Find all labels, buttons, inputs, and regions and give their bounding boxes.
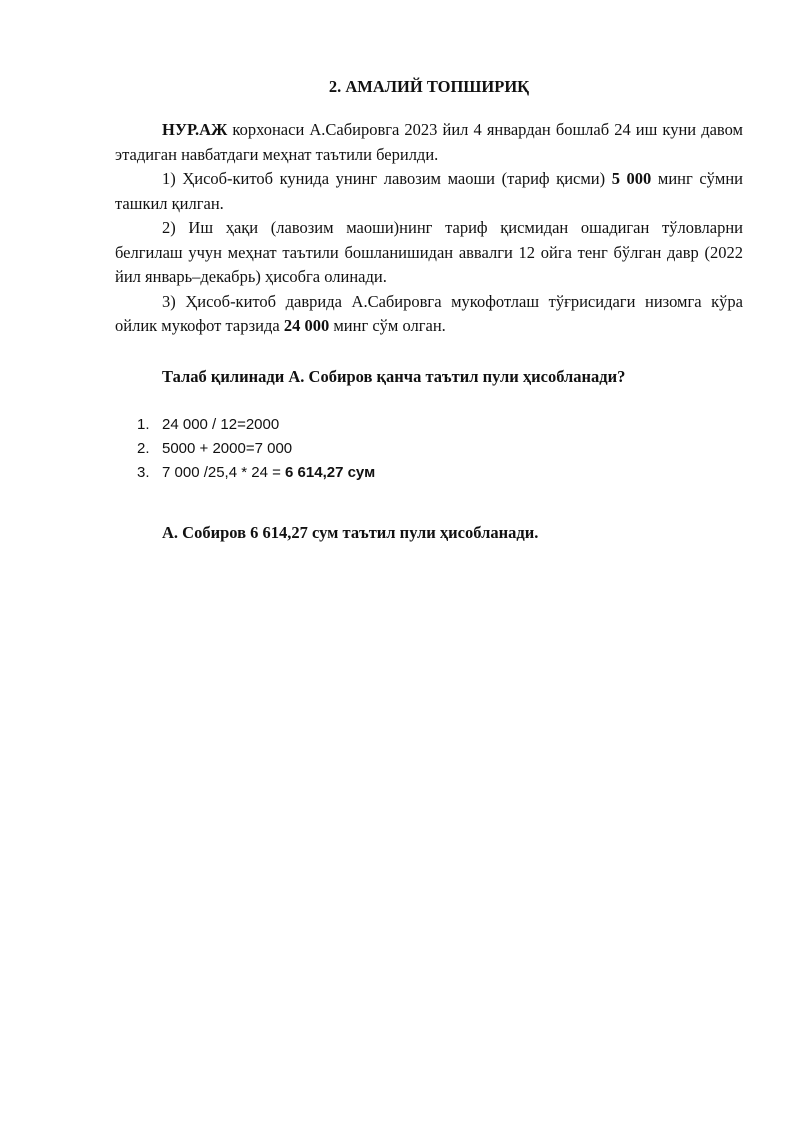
step-result: 6 614,27 сум [285, 463, 376, 481]
step-number: 1. [137, 415, 150, 433]
item-number: 3) [162, 291, 176, 311]
item-number: 2) [162, 218, 176, 237]
calculation-list [115, 413, 743, 485]
list-item [115, 216, 743, 290]
item-bold-value: 5 000 [611, 169, 652, 188]
page-title: 2. АМАЛИЙ ТОПШИРИҚ [328, 77, 530, 96]
item-text: Иш ҳақи (лавозим маоши)нинг тариф қисмидан ошадиган тўловларни белгилаш учун меҳнат таътили бошланишидан аввалги 12 ойга тенг бўлган давр (2022 йил январь–декабрь) ҳисобга олинади. [115, 218, 743, 286]
step-number: 2. [137, 439, 150, 457]
list-item [115, 167, 743, 216]
question-heading: Талаб қилинади А. Собиров қанча таътил пули ҳисобланади? [162, 366, 626, 386]
answer-statement: А. Собиров 6 614,27 сум таътил пули ҳисобланади. [162, 522, 539, 542]
item-bold-value: 24 000 [283, 316, 330, 335]
item-text-after: минг сўмни ташкил қилган. [115, 169, 744, 213]
intro-text: корхонаси А.Сабировга 2023 йил 4 январдан бошлаб 24 иш куни давом этадиган навбатдаги меҳнат таътили берилди. [115, 120, 743, 164]
document-page [115, 70, 743, 545]
intro-paragraph [115, 118, 743, 167]
step-formula: 5000 + 2000=7 000 [162, 439, 293, 457]
item-number: 1) [162, 169, 176, 188]
step-number: 3. [137, 463, 150, 481]
calculation-step [115, 461, 743, 485]
calculation-step [115, 437, 743, 461]
list-item [115, 290, 743, 339]
item-text: Ҳисоб-китоб кунида унинг лавозим маоши (тариф қисми) [175, 169, 612, 188]
item-text-after: минг сўм олган. [329, 316, 446, 335]
calculation-step [115, 413, 743, 437]
item-text: Ҳисоб-китоб даврида А.Сабировга мукофотлаш тўғрисидаги низомга кўра ойлик мукофот тарзида [115, 291, 743, 335]
step-formula: 7 000 /25,4 * 24 = [162, 463, 286, 481]
step-formula: 24 000 / 12=2000 [162, 415, 280, 433]
company-name: НУР.АЖ [162, 120, 228, 139]
